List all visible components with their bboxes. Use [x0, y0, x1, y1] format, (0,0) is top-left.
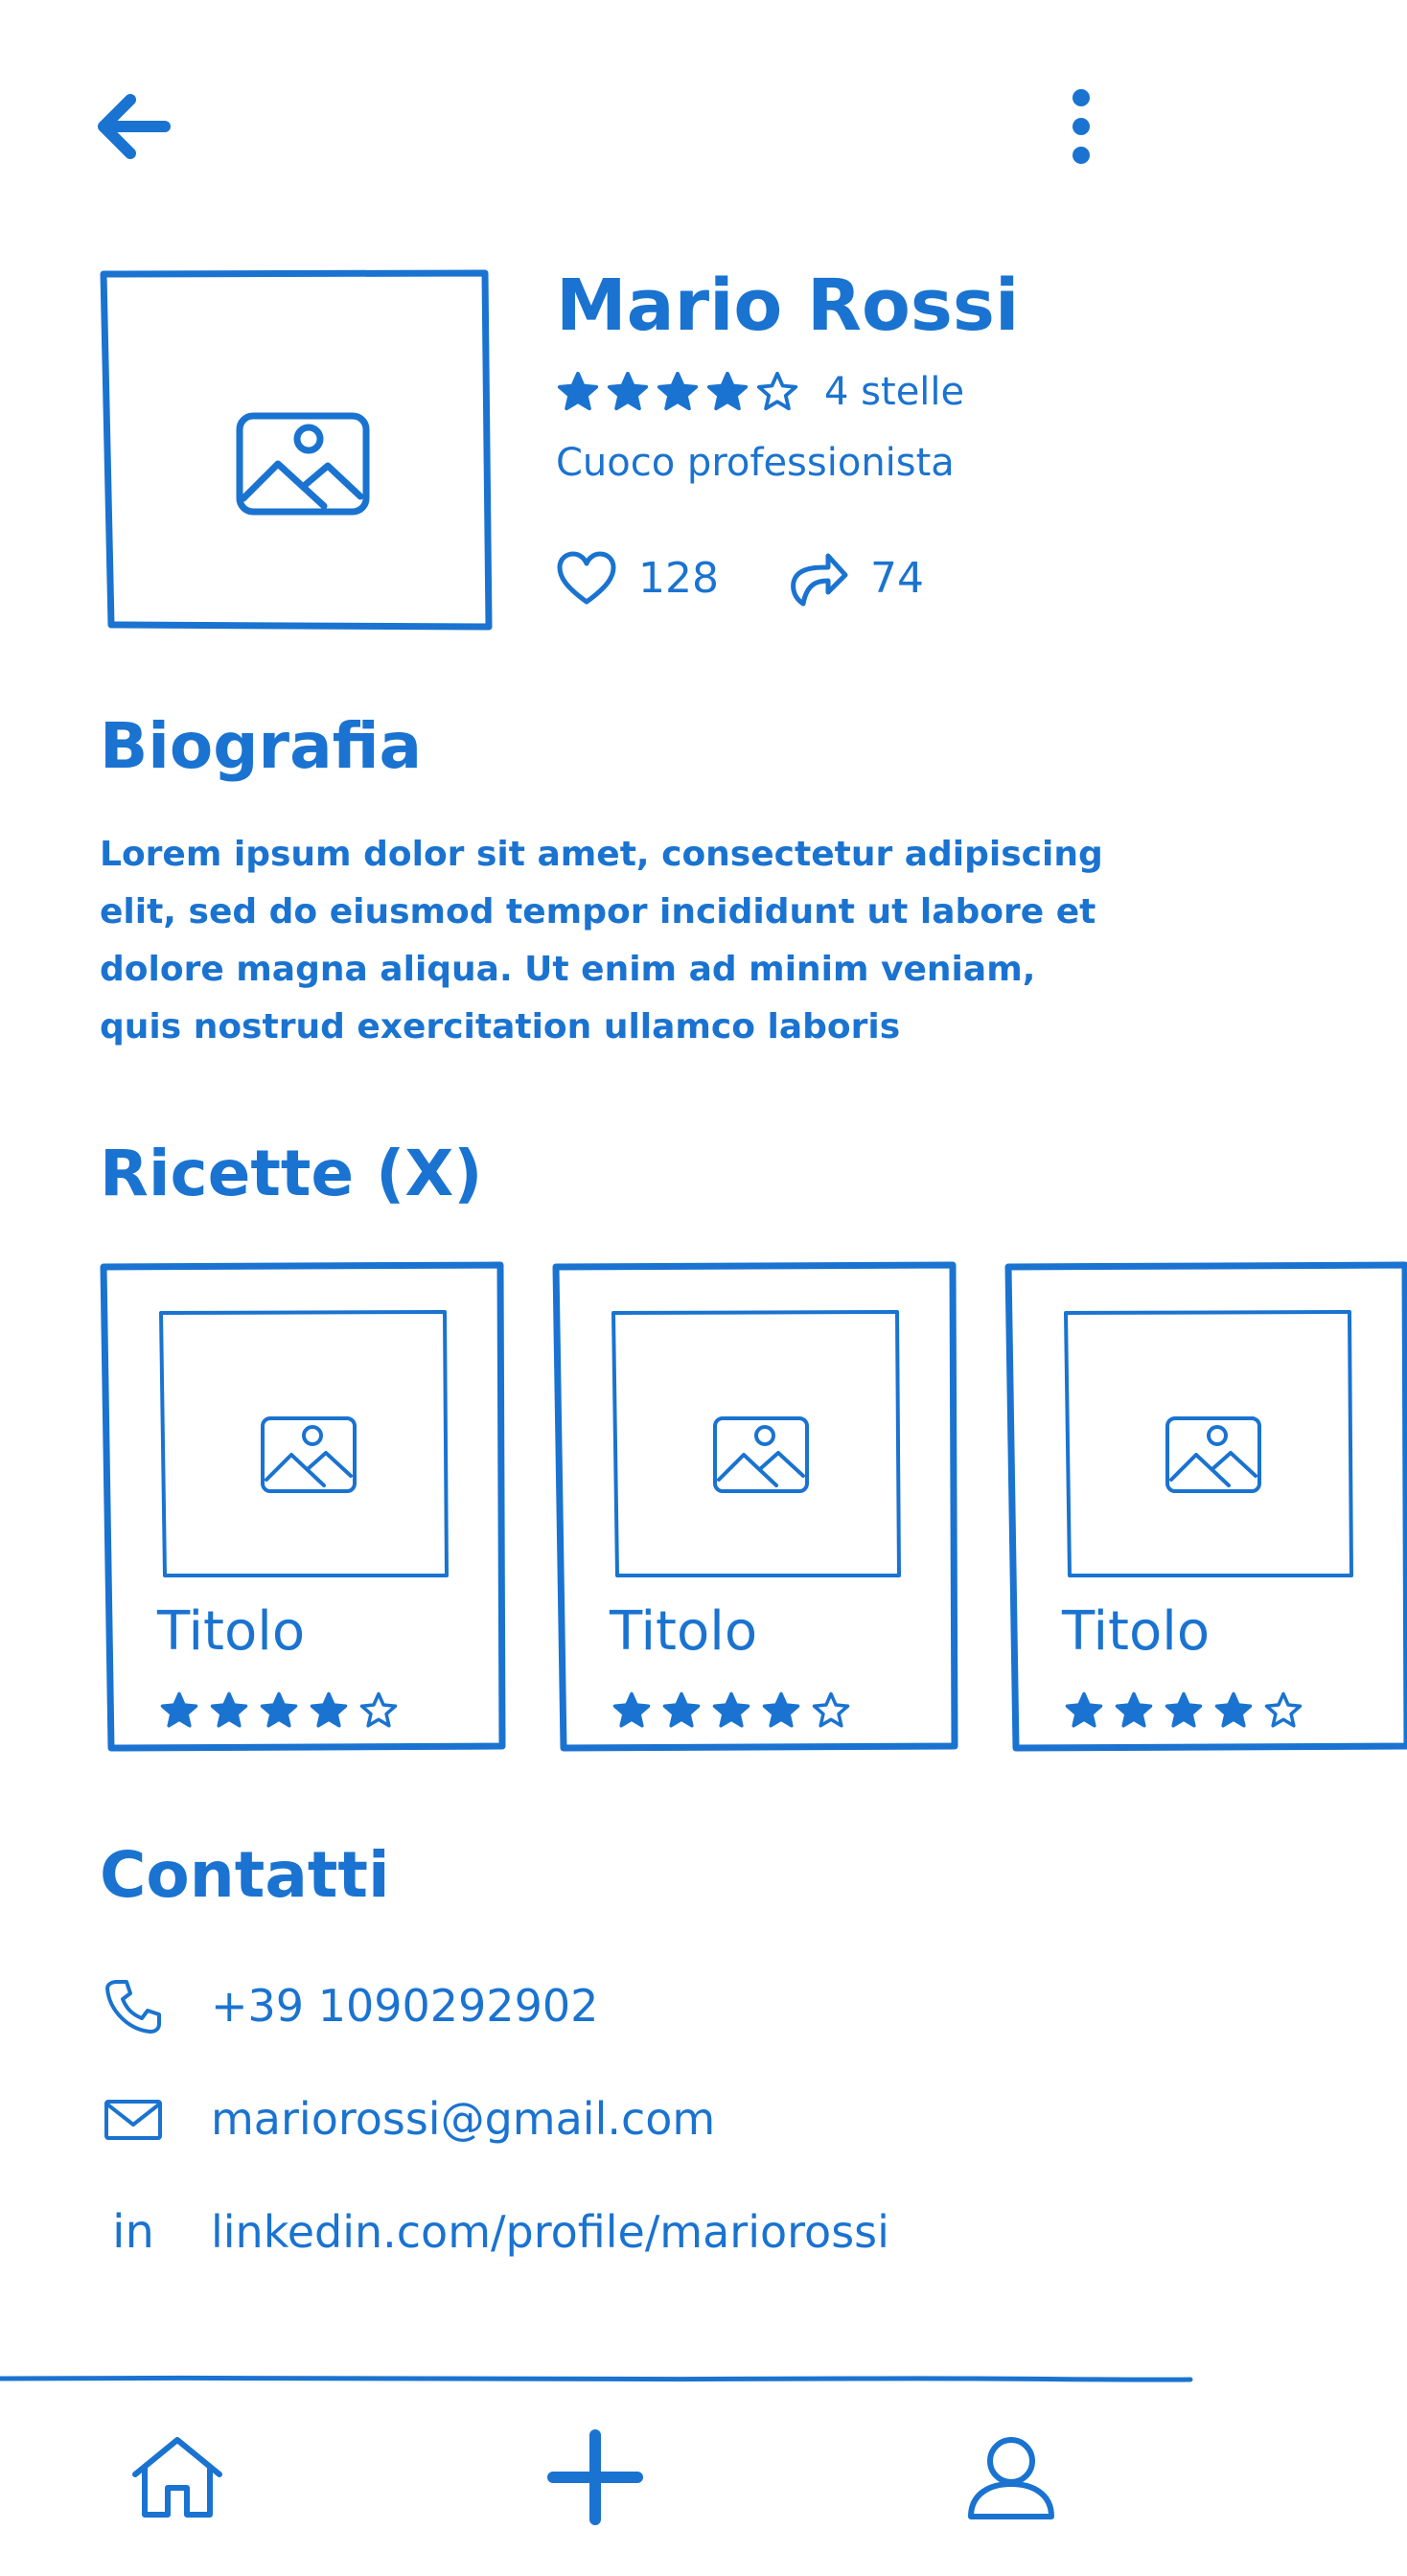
contact-email[interactable]	[100, 2085, 715, 2152]
star-filled-icon	[209, 1690, 249, 1731]
star-filled-icon	[705, 370, 750, 414]
more-vertical-icon	[1054, 88, 1108, 165]
plus-icon	[547, 2429, 643, 2525]
image-placeholder-icon	[263, 1418, 355, 1491]
rating-text: 4 stelle	[824, 370, 965, 414]
recipe-title: Titolo	[157, 1600, 306, 1663]
recipe-card[interactable]	[100, 1263, 502, 1750]
bottom-nav-divider	[0, 2371, 1190, 2390]
profession-label: Cuoco professionista	[556, 441, 955, 485]
star-filled-icon	[656, 370, 700, 414]
recipe-card[interactable]	[552, 1263, 955, 1750]
linkedin-url: linkedin.com/profile/mariorossi	[211, 2206, 889, 2258]
phone-number: +39 1090292902	[211, 1980, 599, 2032]
recipes-title: Ricette (X)	[100, 1137, 483, 1210]
star-filled-icon	[606, 370, 650, 414]
recipe-rating	[611, 1690, 851, 1731]
share-icon	[786, 548, 849, 608]
profile-name: Mario Rossi	[556, 264, 1020, 347]
recipe-card-frame	[552, 1263, 955, 1750]
star-filled-icon	[661, 1690, 702, 1731]
recipe-rating	[1064, 1690, 1303, 1731]
star-outline-icon	[1263, 1690, 1303, 1731]
recipe-card-frame	[1004, 1263, 1407, 1750]
star-filled-icon	[1213, 1690, 1254, 1731]
avatar	[100, 270, 493, 631]
image-placeholder-icon	[240, 416, 366, 512]
recipe-title: Titolo	[610, 1600, 758, 1663]
star-filled-icon	[1164, 1690, 1204, 1731]
bio-text: Lorem ipsum dolor sit amet, consectetur adipiscing elit, sed do eiusmod tempor incididunt ut labore et dolore magna aliqua. Ut enim ad minim veniam, quis nostrud exercitation ullamco laboris	[100, 835, 1103, 1046]
contacts-title: Contatti	[100, 1838, 390, 1912]
mail-icon	[100, 2085, 167, 2152]
star-outline-icon	[811, 1690, 851, 1731]
likes-button[interactable]	[556, 544, 719, 611]
star-filled-icon	[159, 1690, 199, 1731]
nav-home-button[interactable]	[125, 2425, 230, 2530]
star-filled-icon	[761, 1690, 801, 1731]
recipe-card[interactable]	[1004, 1263, 1407, 1750]
star-filled-icon	[309, 1690, 349, 1731]
heart-icon	[556, 550, 617, 606]
recipe-rating	[159, 1690, 399, 1731]
recipe-card-frame	[100, 1263, 502, 1750]
email-address: mariorossi@gmail.com	[211, 2093, 716, 2145]
nav-add-button[interactable]	[542, 2425, 648, 2530]
home-icon	[129, 2434, 225, 2520]
phone-icon	[100, 1972, 167, 2039]
star-outline-icon	[755, 370, 799, 414]
star-filled-icon	[711, 1690, 751, 1731]
star-filled-icon	[1064, 1690, 1104, 1731]
star-outline-icon	[358, 1690, 399, 1731]
image-placeholder-icon	[715, 1418, 807, 1491]
shares-button[interactable]	[786, 544, 924, 611]
image-placeholder-icon	[1167, 1418, 1259, 1491]
recipe-title: Titolo	[1062, 1600, 1211, 1663]
bio-title: Biografia	[100, 709, 423, 783]
star-filled-icon	[611, 1690, 652, 1731]
star-filled-icon	[259, 1690, 299, 1731]
nav-profile-button[interactable]	[958, 2425, 1064, 2530]
likes-count: 128	[638, 553, 719, 603]
star-filled-icon	[1114, 1690, 1154, 1731]
star-filled-icon	[556, 370, 600, 414]
profile-rating	[556, 368, 964, 416]
rating-stars	[556, 370, 799, 414]
arrow-left-icon	[92, 92, 178, 161]
more-options-button[interactable]	[1054, 88, 1108, 165]
user-icon	[963, 2434, 1059, 2520]
shares-count: 74	[870, 553, 924, 603]
linkedin-icon: in	[112, 2205, 154, 2259]
contact-linkedin[interactable]	[100, 2198, 889, 2266]
contact-phone[interactable]	[100, 1972, 598, 2039]
back-button[interactable]	[92, 92, 178, 161]
